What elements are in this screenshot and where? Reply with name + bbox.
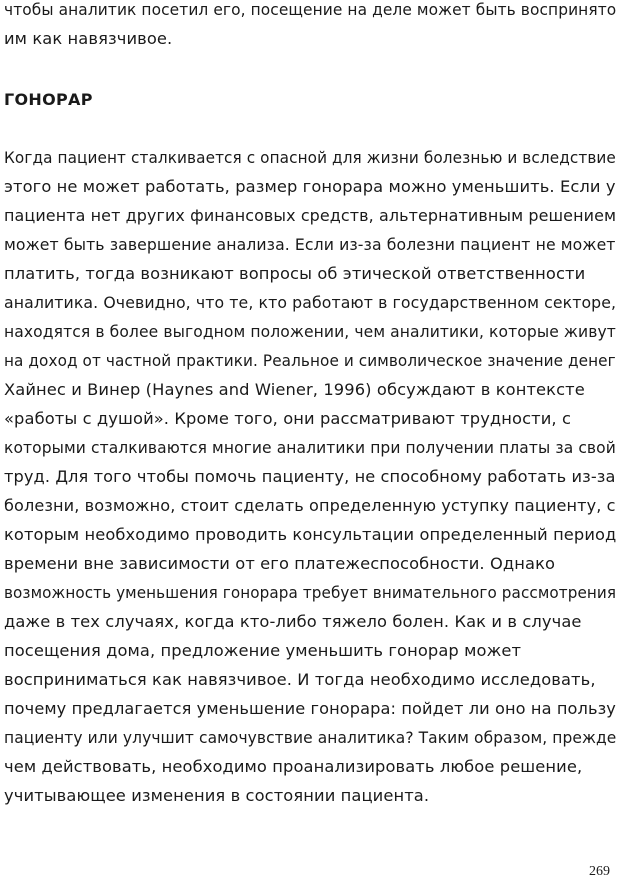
text-line: этого не может работать, размер гонорара можно уменьшить. Если у xyxy=(4,177,616,196)
text-line: времени вне зависимости от его платежеспособности. Однако xyxy=(4,554,556,573)
text-line: платить, тогда возникают вопросы об этической ответственности xyxy=(4,264,586,283)
text-line: пациенту или улучшит самочувствие аналитика? Таким образом, прежде xyxy=(4,728,617,747)
page-number: 269 xyxy=(589,864,610,879)
text-line: труд. Для того чтобы помочь пациенту, не способному работать из-за xyxy=(4,467,616,486)
text-line: пациента нет других финансовых средств, альтернативным решением xyxy=(4,206,617,225)
text-line: восприниматься как навязчивое. И тогда необходимо исследовать, xyxy=(4,670,596,689)
text-line: чем действовать, необходимо проанализировать любое решение, xyxy=(4,757,583,776)
text-line: Хайнес и Винер (Haynes and Wiener, 1996) обсуждают в контексте xyxy=(4,380,585,399)
text-line: возможность уменьшения гонорара требует внимательного рассмотрения xyxy=(4,583,617,602)
text-line: на доход от частной практики. Реальное и символическое значение денег xyxy=(4,351,616,370)
text-line: может быть завершение анализа. Если из-за болезни пациент не может xyxy=(4,235,616,254)
text-line: «работы с душой». Кроме того, они рассматривают трудности, с xyxy=(4,409,572,428)
text-line: посещения дома, предложение уменьшить гонорар может xyxy=(4,641,522,660)
text-line: даже в тех случаях, когда кто-либо тяжело болен. Как и в случае xyxy=(4,612,582,631)
text-line: болезни, возможно, стоит сделать определенную уступку пациенту, с xyxy=(4,496,616,515)
text-line: находятся в более выгодном положении, чем аналитики, которые живут xyxy=(4,322,616,341)
section-heading: ГОНОРАР xyxy=(4,90,93,109)
text-line: Когда пациент сталкивается с опасной для жизни болезнью и вследствие xyxy=(4,148,616,167)
text-line: учитывающее изменения в состоянии пациента. xyxy=(4,786,430,805)
text-line: чтобы аналитик посетил его, посещение на деле может быть воспринято xyxy=(4,0,617,19)
text-line: почему предлагается уменьшение гонорара: пойдет ли оно на пользу xyxy=(4,699,616,718)
text-line: которым необходимо проводить консультации определенный период xyxy=(4,525,617,544)
text-line: которыми сталкиваются многие аналитики при получении платы за свой xyxy=(4,438,616,457)
text-line: аналитика. Очевидно, что те, кто работают в государственном секторе, xyxy=(4,293,617,312)
text-line: им как навязчивое. xyxy=(4,29,173,48)
